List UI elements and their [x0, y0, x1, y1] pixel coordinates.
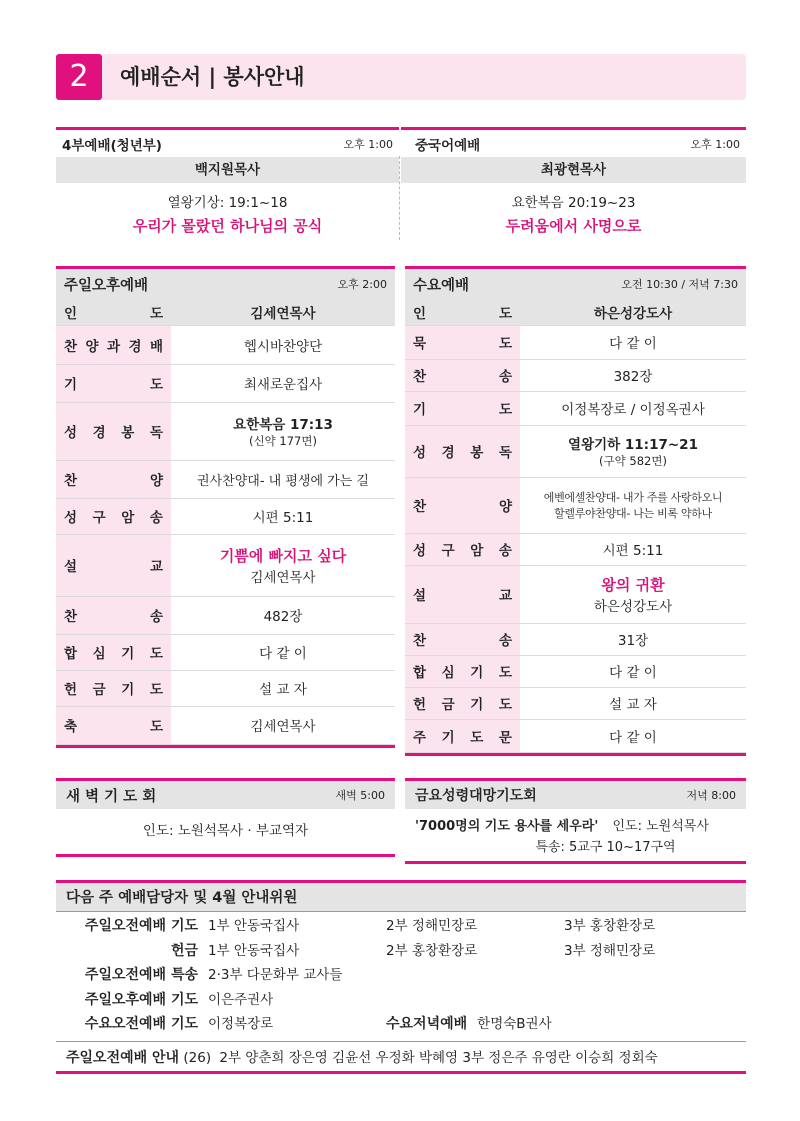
dawn-box: [56, 778, 395, 857]
table-row: 주 기 도 문 다 같 이: [405, 719, 746, 752]
friday-leader: 인도: 노원석목사: [612, 819, 709, 834]
section-number: 2: [56, 54, 102, 100]
table-row: 성 경 봉 독 열왕기하 11:17~21 (구약 582면): [405, 425, 746, 477]
row-value: 다 같 이: [520, 655, 746, 687]
row-value: 권사찬양대- 내 평생에 가는 길: [171, 460, 395, 498]
friday-theme: '7000명의 기도 용사를 세우라': [415, 819, 599, 834]
list-item: 헌금 1부 안동국집사 2부 홍창환장로 3부 정해민장로: [170, 942, 656, 959]
dawn-title: 새 벽 기 도 회: [66, 788, 157, 805]
service4-sermon: 우리가 몰랐던 하나님의 공식: [132, 217, 323, 235]
table-row: [405, 299, 746, 325]
sermon-title: 기쁨에 빠지고 싶다: [219, 546, 347, 565]
row-value: 헵시바찬양단: [171, 325, 395, 364]
table-row: 설 교 왕의 귀환 하은성강도사: [405, 565, 746, 623]
row-subvalue: (구약 582면): [599, 454, 667, 468]
table-row: 찬 송 31장: [405, 623, 746, 655]
row-value: 시편 5:11: [171, 498, 395, 534]
chinese-sermon: 두려움에서 사명으로: [505, 217, 642, 235]
usher-row: 주일오전예배 안내 (26) 2부 양춘희 장은영 김윤선 우정화 박혜영 3부 정은주 유영란 이승희 정회숙: [56, 1041, 746, 1071]
table-row: 찬 양 에벤에셀찬양대- 내가 주를 사랑하오니 할렐루야찬양대- 나는 비록 약하나: [405, 477, 746, 533]
wednesday-time: 오전 10:30 / 저녁 7:30: [621, 278, 738, 291]
friday-box: [405, 778, 746, 864]
row-value: 382장: [520, 359, 746, 391]
table-row: 합 심 기 도 다 같 이: [405, 655, 746, 687]
table-row: 합 심 기 도 다 같 이: [56, 634, 395, 670]
table-row: 찬 송 482장: [56, 596, 395, 634]
wednesday-box: [405, 266, 746, 756]
table-row: 기 도 최새로운집사: [56, 364, 395, 402]
row-value: 482장: [171, 596, 395, 634]
page-title: 예배순서 | 봉사안내: [120, 65, 305, 89]
row-value: 31장: [520, 623, 746, 655]
table-row: 성 구 암 송 시편 5:11: [405, 533, 746, 565]
leader-name: 김세연목사: [171, 299, 395, 325]
sunday-pm-box: [56, 266, 395, 748]
leader-name: 하은성강도사: [520, 299, 746, 325]
service4-scripture: 열왕기상: 19:1~18: [167, 195, 288, 211]
row-value: 열왕기하 11:17~21: [568, 437, 698, 453]
wednesday-order-table: [405, 299, 746, 753]
row-value: 시편 5:11: [520, 533, 746, 565]
sunday-pm-title: 주일오후예배: [64, 277, 149, 294]
row-value: 최새로운집사: [171, 364, 395, 402]
next-week-title: 다음 주 예배담당자 및 4월 안내위원: [66, 890, 298, 906]
row-value: 김세연목사: [171, 706, 395, 744]
friday-special: 특송: 5교구 10~17구역: [535, 840, 676, 855]
service4-title: 4부예배(청년부): [62, 137, 162, 154]
table-row: [56, 299, 395, 325]
friday-title: 금요성령대망기도회: [415, 788, 537, 804]
list-item: 주일오후예배 기도 이은주권사: [84, 991, 274, 1008]
list-item: 주일오전예배 특송 2·3부 다문화부 교사들: [84, 967, 343, 983]
table-row: 성 경 봉 독 요한복음 17:13 (신약 177면): [56, 402, 395, 460]
service4-time: 오후 1:00: [343, 137, 393, 151]
service4-box: [56, 127, 399, 236]
next-week-box: [56, 880, 746, 1074]
chinese-time: 오후 1:00: [690, 137, 740, 151]
list-item: 수요오전예배 기도 이정복장로 수요저녁예배 한명숙B권사: [84, 1016, 552, 1032]
row-subvalue: 하은성강도사: [593, 598, 673, 615]
row-value: 요한복음 17:13: [233, 417, 333, 433]
table-row: 찬 양 과 경 배 헵시바찬양단: [56, 325, 395, 364]
leader-label: 인 도: [405, 299, 520, 325]
row-value: 다 같 이: [520, 719, 746, 752]
sermon-title: 왕의 귀환: [601, 575, 665, 594]
chinese-title: 중국어예배: [415, 137, 481, 154]
list-item: 주일오전예배 기도 1부 안동국집사 2부 정해민장로 3부 홍창환장로: [84, 918, 656, 934]
row-subvalue: 김세연목사: [250, 569, 316, 586]
chinese-box: [401, 127, 746, 236]
service4-preacher: 백지원목사: [56, 157, 399, 183]
row-value: 에벤에셀찬양대- 내가 주를 사랑하오니: [543, 491, 723, 504]
table-row: 헌 금 기 도 설 교 자: [56, 670, 395, 706]
chinese-scripture: 요한복음 20:19~23: [511, 195, 636, 211]
chinese-preacher: 최광현목사: [401, 157, 746, 183]
wednesday-title: 수요예배: [413, 277, 470, 294]
table-row: 묵 도 다 같 이: [405, 325, 746, 359]
divider: [399, 156, 400, 240]
row-value: 설 교 자: [520, 687, 746, 719]
sunday-pm-time: 오후 2:00: [337, 278, 387, 291]
table-row: 찬 양 권사찬양대- 내 평생에 가는 길: [56, 460, 395, 498]
table-row: 기 도 이정복장로 / 이정옥권사: [405, 391, 746, 425]
leader-label: 인 도: [56, 299, 171, 325]
row-value: 다 같 이: [520, 325, 746, 359]
table-row: 설 교 기쁨에 빠지고 싶다 김세연목사: [56, 534, 395, 596]
table-row: 헌 금 기 도 설 교 자: [405, 687, 746, 719]
row-value: 다 같 이: [171, 634, 395, 670]
row-value: 설 교 자: [171, 670, 395, 706]
table-row: 찬 송 382장: [405, 359, 746, 391]
dawn-leader: 인도: 노원석목사 · 부교역자: [142, 823, 309, 839]
row-subvalue: 할렐루야찬양대- 나는 비록 약하나: [554, 507, 712, 520]
row-value: 이정복장로 / 이정옥권사: [520, 391, 746, 425]
next-week-list: [56, 911, 746, 1037]
row-subvalue: (신약 177면): [249, 434, 317, 448]
table-row: 성 구 암 송 시편 5:11: [56, 498, 395, 534]
sunday-pm-order-table: [56, 299, 395, 745]
friday-time: 저녁 8:00: [686, 789, 736, 802]
dawn-time: 새벽 5:00: [335, 789, 385, 802]
table-row: 축 도 김세연목사: [56, 706, 395, 744]
